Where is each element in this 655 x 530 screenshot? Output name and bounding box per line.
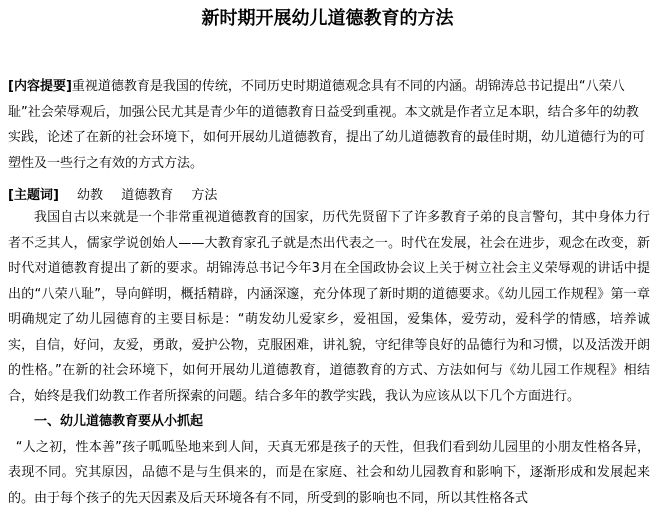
abstract-section (8, 74, 650, 176)
keyword-1: 幼教 (77, 188, 104, 203)
abstract-text: 重视道德教育是我国的传统，不同历史时期道德观念具有不同的内涵。胡锦涛总书记提出“八荣八耻”社会荣辱观后，加强公民尤其是青少年的道德教育日益受到重视。本文就是作者立足本职，结合多年的幼教实践，论述了在新的社会环境下，如何开展幼儿道德教育，提出了幼儿道德教育的最佳时期，幼儿道德行为的可塑性及一些行之有效的方式方法。 (8, 79, 646, 171)
page-title: 新时期开展幼儿道德教育的方法 (201, 8, 454, 29)
keywords-label: [主题词] (8, 188, 59, 203)
abstract-label: [内容提要] (8, 79, 72, 94)
intro-paragraph: 我国自古以来就是一个非常重视道德教育的国家，历代先贤留下了许多教育子弟的良言警句，其中身体力行者不乏其人，儒家学说创始人——大教育家孔子就是杰出代表之一。时代在发展，社会在进步，观念在改变，新时代对道德教育提出了新的要求。胡锦涛总书记今年3月在全国政协会议上关于树立社会主义荣辱观的讲话中提出的“八荣八耻”，导向鲜明，概括精辟，内涵深邃，充分体现了新时期的道德要求。《幼儿园工作规程》第一章明确规定了幼儿园德育的主要目标是：“萌发幼儿爱家乡，爱祖国，爱集体，爱劳动，爱科学的情感，培养诚实，自信，好问，友爱，勇敢，爱护公物，克服困难，讲礼貌，守纪律等良好的品德行为和习惯，以及活泼开朗的性格。”在新的社会环境下，如何开展幼儿道德教育，道德教育的方式、方法如何与《幼儿园工作规程》相结合，始终是我们幼教工作者所探索的问题。结合多年的教学实践，我认为应该从以下几个方面进行。 (8, 210, 650, 404)
section-1-paragraph: “人之初，性本善”孩子呱呱坠地来到人间，天真无邪是孩子的天性，但我们看到幼儿园里的小朋友性格各异，表现不同。究其原因，品德不是与生俱来的，而是在家庭、社会和幼儿园教育和影响下，逐渐形成和发展起来的。由于每个孩子的先天因素及后天环境各有不同，所受到的影响也不同，所以其性格各式 (8, 439, 650, 506)
body-text (8, 205, 650, 511)
keyword-3: 方法 (191, 188, 218, 203)
keyword-2: 道德教育 (121, 188, 174, 203)
section-heading-1: 一、幼儿道德教育要从小抓起 (34, 414, 204, 429)
